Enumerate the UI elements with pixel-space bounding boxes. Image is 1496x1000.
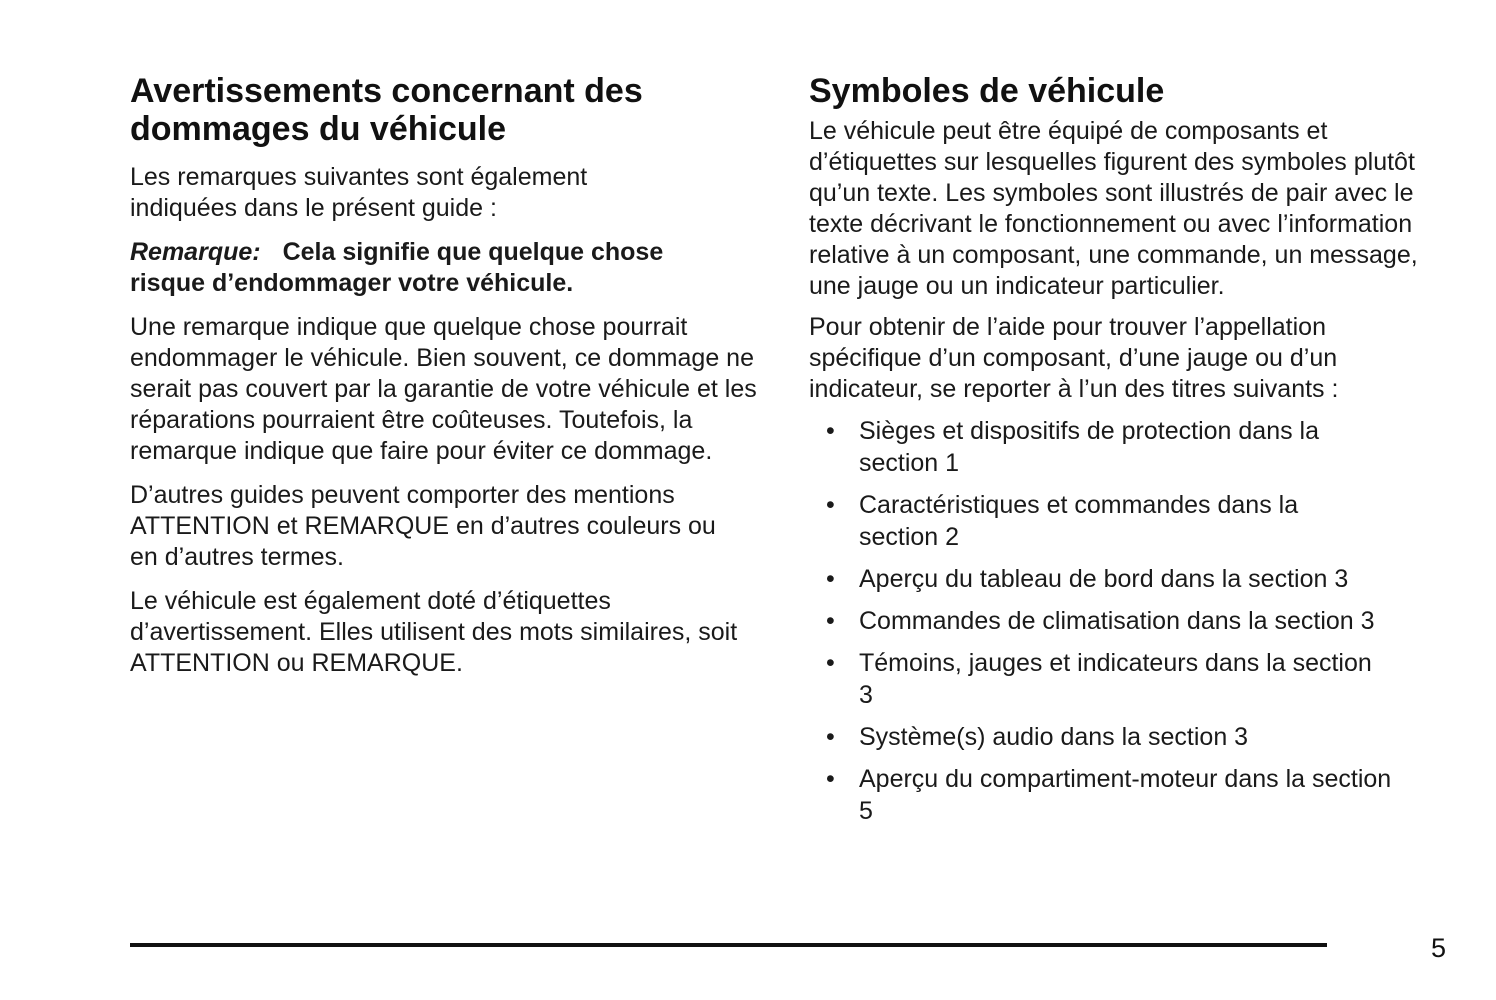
list-item-text: Système(s) audio dans la section 3	[859, 723, 1249, 751]
other-guides-paragraph: D’autres guides peuvent comporter des mentions ATTENTION et REMARQUE en d’autres couleurs ou en d’autres termes.	[130, 481, 716, 571]
left-column	[130, 72, 770, 692]
notice-label: Remarque:	[130, 238, 261, 266]
list-item	[809, 721, 1496, 753]
bullet-icon: •	[826, 607, 835, 635]
section-reference-list	[809, 415, 1459, 827]
intro-paragraph: Les remarques suivantes sont également indiquées dans le présent guide :	[130, 163, 588, 222]
bullet-icon: •	[826, 491, 835, 519]
notice-block	[130, 237, 740, 299]
list-item	[809, 605, 1496, 637]
bullet-icon: •	[826, 417, 835, 445]
labels-paragraph: Le véhicule est également doté d’étiquettes d’avertissement. Elles utilisent des mots similaires, soit ATTENTION ou REMARQUE.	[130, 587, 738, 677]
list-item-text: Témoins, jauges et indicateurs dans la section 3	[859, 649, 1372, 709]
right-column	[809, 72, 1459, 837]
notice-text: Cela signifie que quelque chose risque d’endommager votre véhicule.	[130, 238, 664, 297]
section-title-warnings	[130, 72, 770, 148]
bullet-icon: •	[826, 565, 835, 593]
list-item	[809, 489, 1379, 553]
list-item	[809, 647, 1379, 711]
bullet-icon: •	[826, 765, 835, 793]
section-title-symbols: Symboles de véhicule	[809, 72, 1165, 110]
bullet-icon: •	[826, 649, 835, 677]
help-paragraph: Pour obtenir de l’aide pour trouver l’appellation spécifique d’un composant, d’une jauge ou d’un indicateur, se reporter à l’un des titres suivants :	[809, 313, 1339, 403]
section-title-line-2: dommages du véhicule	[130, 110, 506, 148]
list-item-text: Aperçu du compartiment-moteur dans la section 5	[859, 765, 1392, 825]
list-item-text: Commandes de climatisation dans la section 3	[859, 607, 1375, 635]
notice-explanation-paragraph: Une remarque indique que quelque chose pourrait endommager le véhicule. Bien souvent, ce dommage ne serait pas couvert par la garantie de votre véhicule et les réparations pourraient être coûteuses. Toutefois, la remarque indique que faire pour éviter ce dommage.	[130, 313, 757, 465]
footer-rule	[130, 943, 1327, 947]
page-number: 5	[1430, 933, 1446, 963]
section-title-line-1: Avertissements concernant des	[130, 72, 643, 110]
bullet-icon: •	[826, 723, 835, 751]
list-item	[809, 763, 1399, 827]
list-item-text: Aperçu du tableau de bord dans la section 3	[859, 565, 1349, 593]
symbols-paragraph: Le véhicule peut être équipé de composants et d’étiquettes sur lesquelles figurent des symboles plutôt qu’un texte. Les symboles sont illustrés de pair avec le texte décrivant le fonctionnement ou avec l’information relative à un composant, une commande, un message, une jauge ou un indicateur particulier.	[809, 117, 1418, 300]
list-item	[809, 563, 1496, 595]
list-item-text: Sièges et dispositifs de protection dans la section 1	[859, 417, 1319, 477]
list-item	[809, 415, 1379, 479]
list-item-text: Caractéristiques et commandes dans la section 2	[859, 491, 1299, 551]
